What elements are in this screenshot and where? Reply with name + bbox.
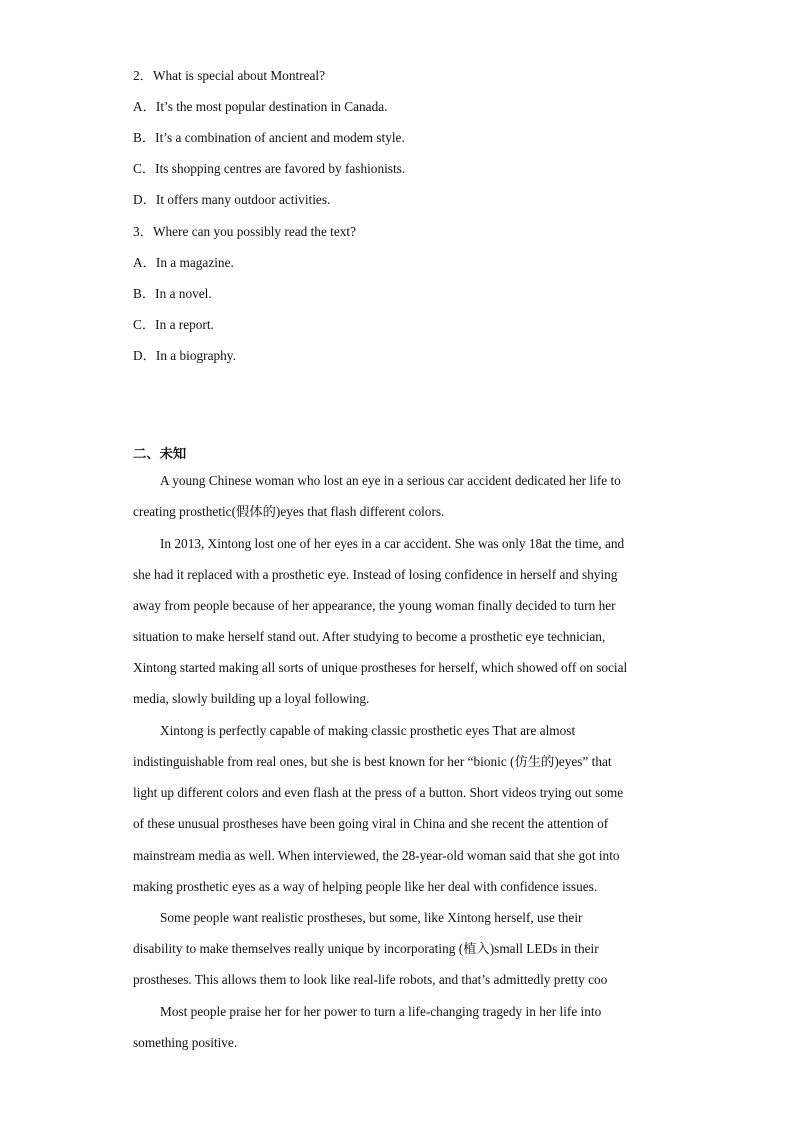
passage-line: situation to make herself stand out. After studying to become a prosthetic eye technician, bbox=[133, 629, 606, 644]
passage-line: light up different colors and even flash at the press of a button. Short videos trying out some bbox=[133, 785, 624, 800]
passage-line: mainstream media as well. When interviewed, the 28-year-old woman said that she got into bbox=[133, 848, 620, 863]
passage-line: she had it replaced with a prosthetic eye. Instead of losing confidence in herself and shying bbox=[133, 567, 618, 582]
question-2-option-c: C．Its shopping centres are favored by fashionists. bbox=[133, 161, 406, 176]
passage-line: of these unusual prostheses have been going viral in China and she recent the attention of bbox=[133, 816, 609, 831]
passage-line: prostheses. This allows them to look like real-life robots, and that’s admittedly pretty coo bbox=[133, 972, 608, 987]
passage-line: away from people because of her appearance, the young woman finally decided to turn her bbox=[133, 598, 616, 613]
section-heading: 二、未知 bbox=[133, 447, 187, 462]
passage-line: disability to make themselves really unique by incorporating (植入)small LEDs in their bbox=[133, 941, 599, 956]
question-3-stem: 3．Where can you possibly read the text? bbox=[133, 224, 357, 239]
passage-line: In 2013, Xintong lost one of her eyes in a car accident. She was only 18at the time, and bbox=[160, 536, 625, 551]
question-3-option-b: B．In a novel. bbox=[133, 286, 212, 301]
passage-line: something positive. bbox=[133, 1035, 238, 1050]
passage-line: indistinguishable from real ones, but she is best known for her “bionic (仿生的)eyes” that bbox=[133, 754, 612, 769]
question-2-option-d: D．It offers many outdoor activities. bbox=[133, 192, 331, 207]
question-3-option-c: C．In a report. bbox=[133, 317, 214, 332]
passage-line: media, slowly building up a loyal following. bbox=[133, 691, 370, 706]
passage-line: making prosthetic eyes as a way of helping people like her deal with confidence issues. bbox=[133, 879, 598, 894]
question-3-option-d: D．In a biography. bbox=[133, 348, 236, 363]
question-2-option-a: A．It’s the most popular destination in Canada. bbox=[133, 99, 388, 114]
passage-line: Xintong is perfectly capable of making classic prosthetic eyes That are almost bbox=[160, 723, 576, 738]
passage-line: Xintong started making all sorts of unique prostheses for herself, which showed off on social bbox=[133, 660, 628, 675]
passage-line: A young Chinese woman who lost an eye in a serious car accident dedicated her life to bbox=[160, 473, 621, 488]
passage-line: creating prosthetic(假体的)eyes that flash different colors. bbox=[133, 504, 445, 519]
question-2-option-b: B．It’s a combination of ancient and modem style. bbox=[133, 130, 405, 145]
question-2-stem: 2．What is special about Montreal? bbox=[133, 68, 326, 83]
passage-line: Most people praise her for her power to turn a life-changing tragedy in her life into bbox=[160, 1004, 602, 1019]
question-3-option-a: A．In a magazine. bbox=[133, 255, 234, 270]
passage-line: Some people want realistic prostheses, but some, like Xintong herself, use their bbox=[160, 910, 583, 925]
